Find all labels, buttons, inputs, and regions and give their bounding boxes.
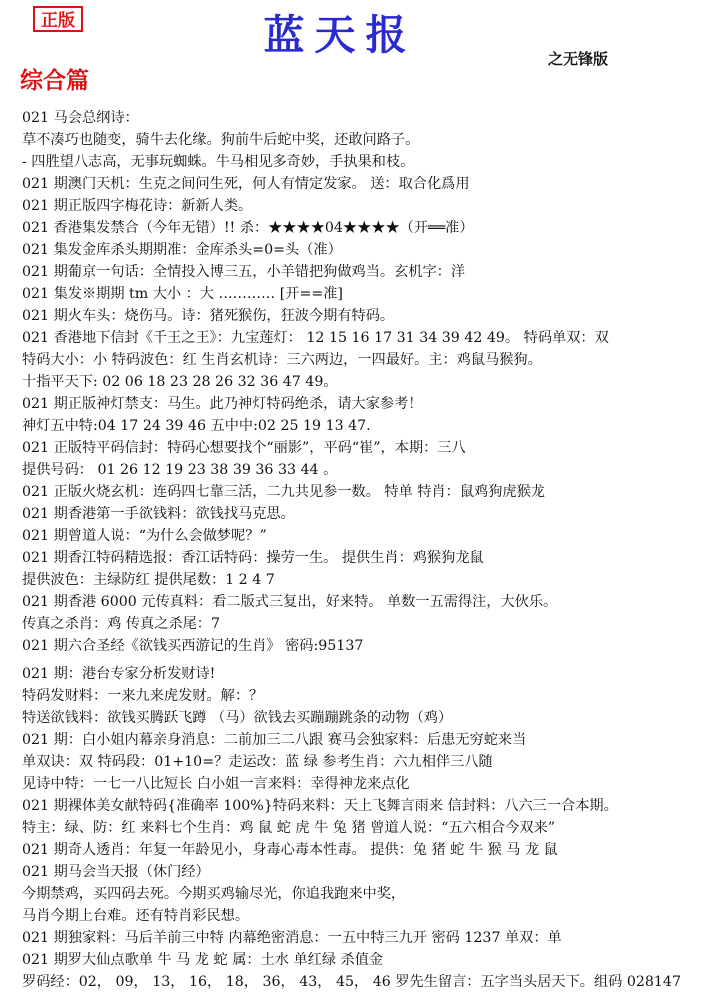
text-line: 草不凑巧也随变，骑牛去化缘。狗前牛后蛇中奖，还敢问路子。 — [22, 132, 420, 148]
text-line: 传真之杀肖：鸡 传真之杀尾：7 — [22, 616, 220, 632]
text-line: 提供波色：主绿防红 提供尾数：1 2 4 7 — [22, 572, 275, 588]
text-line: 021 期火车头：烧伤马。诗：猪死猴伤，狂波今期有特码。 — [22, 308, 395, 324]
text-line: 021 期马会当天报（休门经） — [22, 864, 210, 880]
section-heading: 综合篇 — [20, 67, 89, 94]
text-line: 021 期香港第一手欲钱料：欲钱找马克思。 — [22, 506, 295, 522]
text-block-1 — [22, 107, 692, 657]
text-line: 特送欲钱料：欲钱买腾跃飞蹲 （马）欲钱去买蹦蹦跳条的动物（鸡） — [22, 710, 453, 726]
text-line: 021 马会总纲诗： — [22, 110, 139, 126]
newspaper-title: 蓝天报 — [263, 11, 417, 59]
text-line: 021 期：白小姐内幕亲身消息：二前加三二八跟 赛马会独家料：后患无穷蛇来当 — [22, 732, 527, 748]
text-line: 提供号码： 01 26 12 19 23 38 39 36 33 44 。 — [22, 462, 338, 478]
text-line: 021 期香港 6000 元传真料：看二版式三复出，好来特。 单数一五需得注，大伙乐。 — [22, 594, 558, 610]
text-line: 021 集发金库杀头期期准：金库杀头=0=头（准） — [22, 242, 342, 258]
text-block-2 — [22, 663, 692, 993]
text-line: 罗码经：02， 09， 13， 16， 18， 36， 43， 45， 46 罗先生留言：五字当头居天下。组码 028147 — [22, 974, 681, 990]
text-line: 021 期独家料：马后羊前三中特 内幕绝密消息：一五中特三九开 密码 1237 单双：单 — [22, 930, 562, 946]
text-line: 021 期澳门天机：生克之间问生死，何人有情定发家。 送：取合化爲用 — [22, 176, 470, 192]
text-line: 021 期罗大仙点歌单 牛 马 龙 蛇 属：土水 单红绿 杀值金 — [22, 952, 384, 968]
text-line: 021 期奇人透肖：年复一年龄见小，身毒心毒本性毒。 提供：兔 猪 蛇 牛 猴 马 龙 鼠 — [22, 842, 558, 858]
text-line: 十指平天下: 02 06 18 23 28 26 32 36 47 49。 — [22, 374, 338, 390]
text-line: 马肖今期上台难。还有特肖彩民想。 — [22, 908, 250, 924]
text-line: 特码发财料：一来九来虎发财。解：？ — [22, 688, 264, 704]
text-line: 021 期裸体美女献特码{准确率 100%}特码来料：天上飞舞言雨来 信封料：八六三一合本期。 — [22, 798, 618, 814]
text-line: 见诗中特：一七一八比短长 白小姐一言来料：幸得神龙来点化 — [22, 776, 410, 792]
text-line: 021 期正版神灯禁支：马生。此乃神灯特码绝杀，请大家参考！ — [22, 396, 423, 412]
text-line: 021 香港集发禁合（今年无错）!! 杀：★★★★04★★★★（开══准） — [22, 220, 474, 236]
text-line: 021 期曾道人说：“为什么会做梦呢？” — [22, 528, 267, 544]
text-line: 021 集发※期期 tm 大小 ：大 ………… [开==准] — [22, 286, 343, 302]
text-line: 单双诀：双 特码段：01+10=？走运改：蓝 绿 参考生肖：六九相伴三八随 — [22, 754, 493, 770]
text-line: 021 正版火烧玄机：连码四七靠三活，二九共见参一数。 特单 特肖：鼠鸡狗虎猴龙 — [22, 484, 545, 500]
text-line: 021 期：港台专家分析发财诗! — [22, 666, 216, 682]
edition-label: 之无锋版 — [548, 50, 609, 68]
text-line: 021 期香江特码精选报：香江话特码：操劳一生。 提供生肖：鸡猴狗龙鼠 — [22, 550, 484, 566]
text-line: 021 香港地下信封《千王之王》：九宝莲灯： 12 15 16 17 31 34 39 42 49。 特码单双：双 — [22, 330, 609, 346]
text-line: 021 期六合圣经《欲钱买西游记的生肖》 密码:95137 — [22, 638, 364, 654]
article-body — [22, 107, 692, 993]
text-line: 021 期正版四字梅花诗：新新人类。 — [22, 198, 253, 214]
text-line: 神灯五中特:04 17 24 39 46 五中中:02 25 19 13 47. — [22, 418, 371, 434]
text-line: 特码大小：小 特码波色：红 生肖玄机诗：三六两边，一四最好。主：鸡鼠马猴狗。 — [22, 352, 542, 368]
text-line: 今期禁鸡，买四码去死。今期买鸡输尽光，你追我跑来中奖， — [22, 886, 406, 902]
genuine-stamp: 正版 — [33, 6, 83, 32]
text-line: - 四胜望八志高，无事玩蜘蛛。牛马相见多奇妙，手执果和枝。 — [22, 154, 415, 170]
text-line: 特主：绿、防：红 来料七个生肖：鸡 鼠 蛇 虎 牛 兔 猪 曾道人说：“五六相合今双来” — [22, 820, 555, 836]
text-line: 021 期葡京一句话：全情投入博三五，小羊错把狗做鸡当。玄机字：洋 — [22, 264, 466, 280]
text-line: 021 正版特平码信封：特码心想要找个“丽影”，平码“崔”，本期：三八 — [22, 440, 466, 456]
